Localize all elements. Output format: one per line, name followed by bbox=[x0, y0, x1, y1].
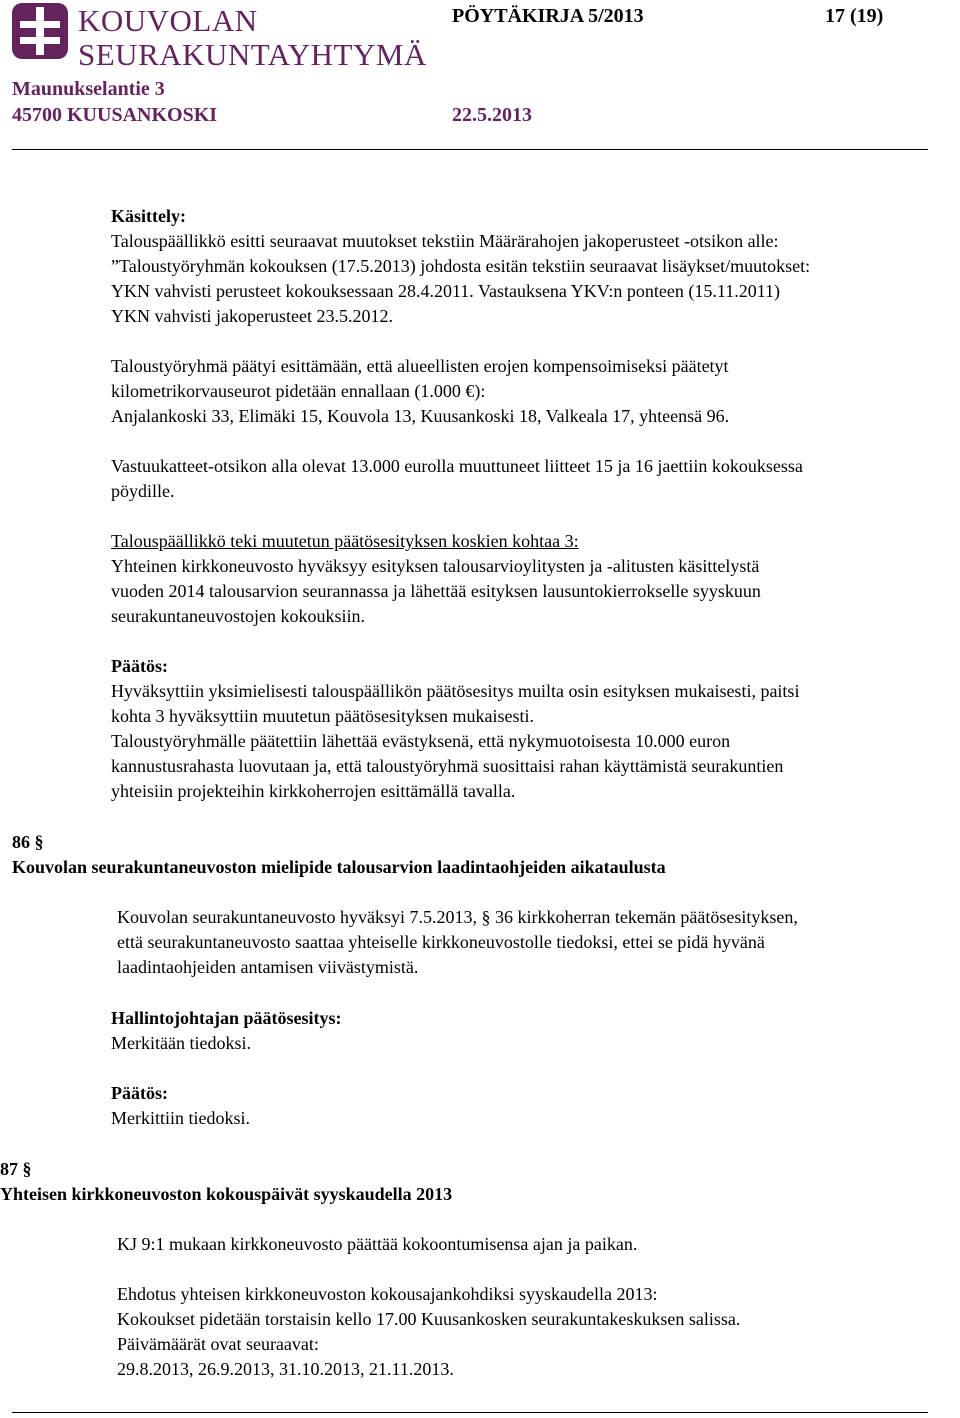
paragraph-line: kilometrikorvauseurot pidetään ennallaan (1.000 €): bbox=[111, 381, 486, 401]
paragraph-line: vuoden 2014 talousarvion seurannassa ja lähettää esityksen lausuntokierrokselle syyskuun bbox=[111, 581, 761, 601]
address-city: 45700 KUUSANKOSKI bbox=[12, 104, 218, 126]
paragraph-line: Anjalankoski 33, Elimäki 15, Kouvola 13, Kuusankoski 18, Valkeala 17, yhteensä 96. bbox=[111, 406, 730, 426]
ehdotus-line: Ehdotus yhteisen kirkkoneuvoston kokousajankohdiksi syyskaudella 2013: bbox=[117, 1284, 658, 1304]
kasittely-line: Talouspäällikkö esitti seuraavat muutokset tekstiin Määrärahojen jakoperusteet -otsikon alle: bbox=[111, 231, 779, 251]
section-87-title: Yhteisen kirkkoneuvoston kokouspäivät syyskaudella 2013 bbox=[0, 1184, 453, 1204]
paatos-line: Hyväksyttiin yksimielisesti talouspäällikön päätösesitys muilta osin esityksen mukaisesti, paitsi bbox=[111, 681, 800, 701]
section-86-paatos-heading: Päätös: bbox=[111, 1083, 168, 1103]
paatos-line: yhteisiin projekteihin kirkkoherrojen esittämällä tavalla. bbox=[111, 781, 516, 801]
amended-proposal-heading: Talouspäällikkö teki muutetun päätösesityksen koskien kohtaa 3: bbox=[111, 531, 579, 551]
ehdotus-line: Päivämäärät ovat seuraavat: bbox=[117, 1334, 319, 1354]
header-rule bbox=[12, 149, 928, 150]
kasittely-line: ”Taloustyöryhmän kokouksen (17.5.2013) johdosta esitän tekstiin seuraavat lisäykset/muutokset: bbox=[111, 256, 811, 276]
paatos-line: kannustusrahasta luovutaan ja, että taloustyöryhmä suosittaisi rahan käyttämistä seurakuntien bbox=[111, 756, 784, 776]
address-street: Maunukselantie 3 bbox=[12, 78, 165, 100]
paragraph-line: Yhteinen kirkkoneuvosto hyväksyy esityksen talousarvioylitysten ja -alitusten käsittelystä bbox=[111, 556, 760, 576]
paragraph-line: Vastuukatteet-otsikon alla olevat 13.000 eurolla muuttuneet liitteet 15 ja 16 jaettiin kokouksessa bbox=[111, 456, 803, 476]
logo-line1: KOUVOLAN bbox=[78, 3, 258, 38]
section-86-title: Kouvolan seurakuntaneuvoston mielipide talousarvion laadintaohjeiden aikataulusta bbox=[12, 857, 666, 877]
paragraph-line: seurakuntaneuvostojen kokouksiin. bbox=[111, 606, 365, 626]
section-86-line: laadintaohjeiden antamisen viivästymistä. bbox=[117, 957, 419, 977]
proposal-text: Merkitään tiedoksi. bbox=[111, 1033, 251, 1053]
section-86-number: 86 § bbox=[12, 832, 44, 852]
document-date: 22.5.2013 bbox=[452, 104, 532, 126]
paatos-line: kohta 3 hyväksyttiin muutetun päätösesityksen mukaisesti. bbox=[111, 706, 534, 726]
section-86-line: että seurakuntaneuvosto saattaa yhteiselle kirkkoneuvostolle tiedoksi, ettei se pidä hyvänä bbox=[117, 932, 765, 952]
kasittely-line: YKN vahvisti perusteet kokouksessaan 28.4.2011. Vastauksena YKV:n ponteen (15.11.2011) bbox=[111, 281, 781, 301]
section-86-paatos-text: Merkittiin tiedoksi. bbox=[111, 1108, 250, 1128]
paatos-heading: Päätös: bbox=[111, 656, 168, 676]
logo-line2: SEURAKUNTAYHTYMÄ bbox=[78, 37, 427, 72]
section-86-line: Kouvolan seurakuntaneuvosto hyväksyi 7.5.2013, § 36 kirkkoherran tekemän päätösesityksen, bbox=[117, 907, 798, 927]
paatos-line: Taloustyöryhmälle päätettiin lähettää evästyksenä, että nykymuotoisesta 10.000 euron bbox=[111, 731, 731, 751]
page-number: 17 (19) bbox=[825, 5, 884, 27]
ehdotus-line: 29.8.2013, 26.9.2013, 31.10.2013, 21.11.2013. bbox=[117, 1359, 454, 1379]
kasittely-heading: Käsittely: bbox=[111, 206, 186, 226]
proposal-heading: Hallintojohtajan päätösesitys: bbox=[111, 1008, 342, 1028]
doc-type: PÖYTÄKIRJA 5/2013 bbox=[452, 5, 644, 27]
footer-rule bbox=[12, 1412, 928, 1413]
kasittely-line: YKN vahvisti jakoperusteet 23.5.2012. bbox=[111, 306, 393, 326]
ehdotus-line: Kokoukset pidetään torstaisin kello 17.00 Kuusankosken seurakuntakeskuksen salissa. bbox=[117, 1309, 741, 1329]
section-87-number: 87 § bbox=[0, 1159, 32, 1179]
paragraph-line: pöydille. bbox=[111, 481, 175, 501]
section-87-line: KJ 9:1 mukaan kirkkoneuvosto päättää kokoontumisensa ajan ja paikan. bbox=[117, 1234, 638, 1254]
logo bbox=[12, 3, 68, 59]
logo-text bbox=[78, 4, 427, 72]
paragraph-line: Taloustyöryhmä päätyi esittämään, että alueellisten erojen kompensoimiseksi päätetyt bbox=[111, 356, 729, 376]
cross-logo-icon bbox=[12, 3, 68, 59]
